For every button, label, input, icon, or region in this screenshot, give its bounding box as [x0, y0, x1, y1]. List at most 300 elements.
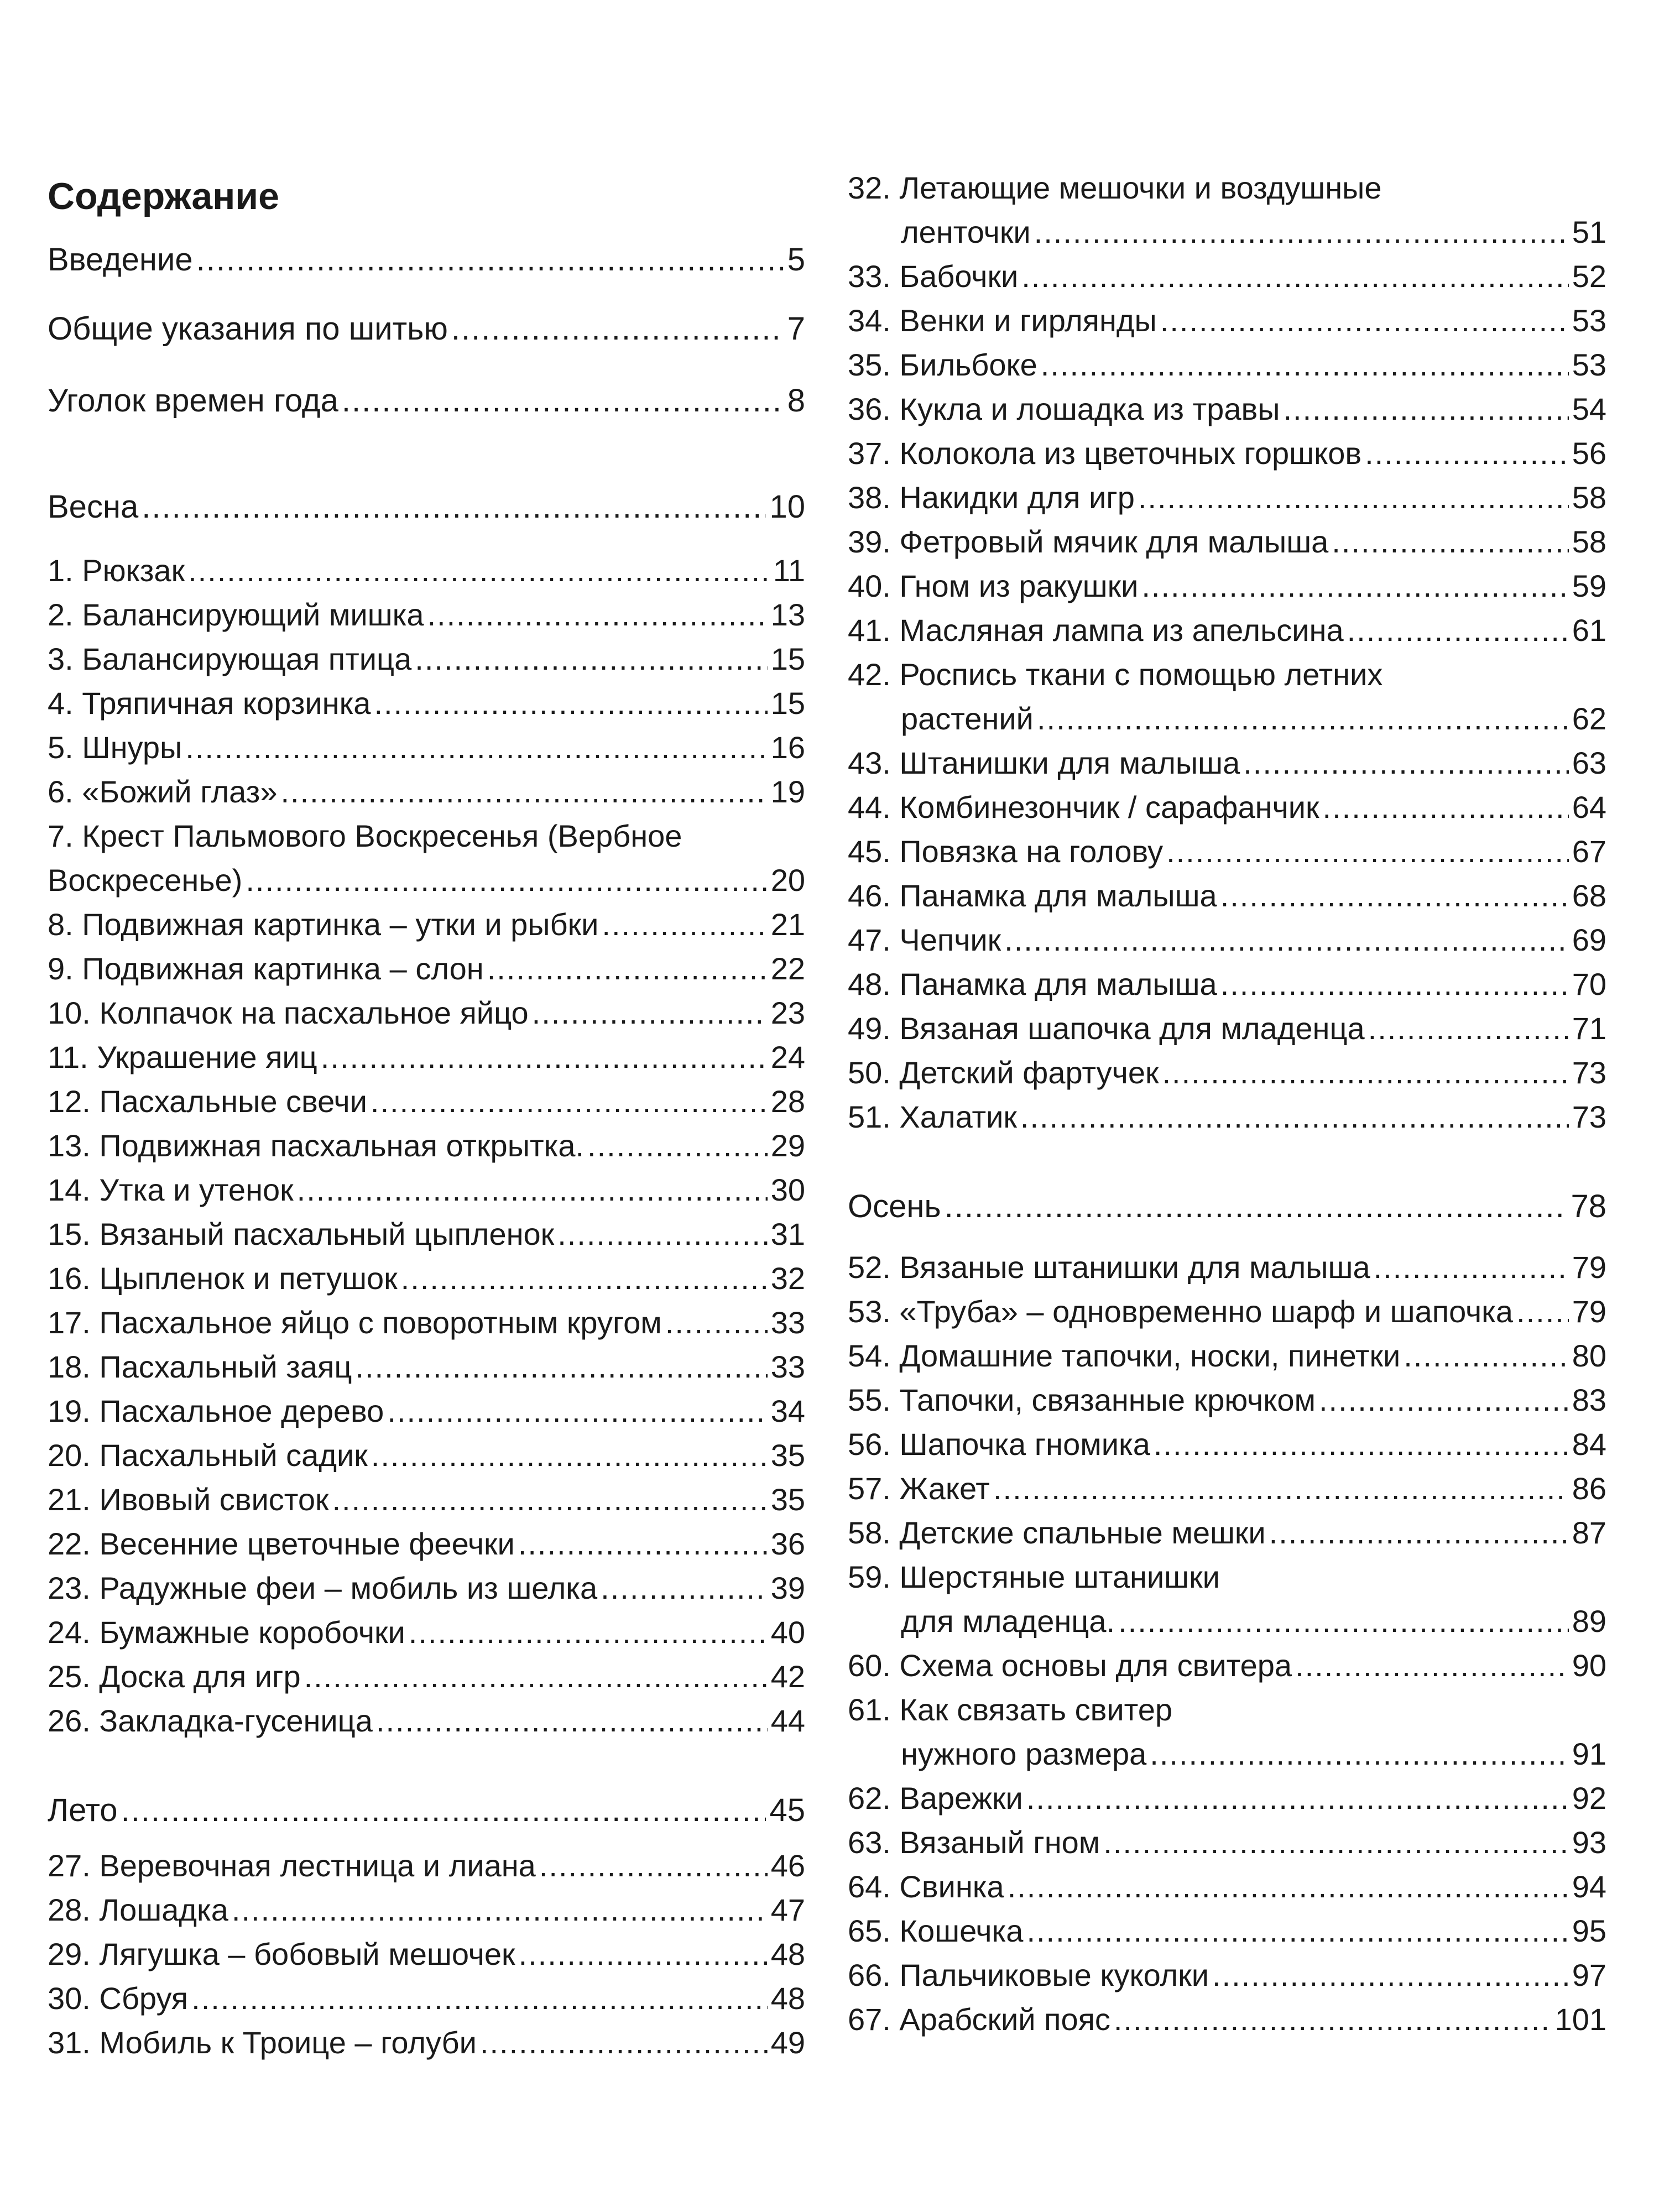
entry-label: 49. Вязаная шапочка для младенца [848, 1011, 1365, 1046]
entry-page: 47 [770, 1892, 805, 1927]
leader-dots [1295, 1644, 1569, 1688]
leader-dots [1026, 1909, 1568, 1953]
entry-page: 53 [1572, 303, 1606, 338]
entry-label: 4. Тряпичная корзинка [48, 686, 371, 721]
entry-page: 21 [770, 907, 805, 942]
toc-entry [48, 1035, 805, 1079]
entry-page: 15 [770, 641, 805, 676]
entry-page: 5 [787, 242, 805, 278]
entry-page: 28 [770, 1084, 805, 1119]
entry-page: 83 [1572, 1383, 1606, 1417]
entry-page: 23 [770, 995, 805, 1030]
leader-dots [519, 1932, 768, 1976]
entry-page: 13 [770, 597, 805, 632]
toc-entry [848, 1006, 1606, 1051]
toc-entry [848, 1051, 1606, 1095]
entry-label: 11. Украшение яиц [48, 1040, 317, 1074]
entry-page: 36 [770, 1526, 805, 1561]
leader-dots [1212, 1953, 1569, 1997]
entry-label: 28. Лошадка [48, 1892, 228, 1927]
toc-entry [848, 1095, 1606, 1139]
toc-entry [48, 947, 805, 991]
leader-dots [191, 1976, 768, 2021]
entry-continuation [848, 1732, 1606, 1776]
entry-page: 54 [1572, 392, 1606, 426]
entry-label: 34. Венки и гирлянды [848, 303, 1157, 338]
entry-label-line1: 59. Шерстяные штанишки [848, 1559, 1220, 1594]
entry-page: 70 [1572, 967, 1606, 1001]
toc-entry [848, 830, 1606, 874]
toc-entry [48, 637, 805, 681]
entry-label: 9. Подвижная картинка – слон [48, 951, 484, 986]
entry-page: 73 [1572, 1055, 1606, 1090]
toc-entry [848, 1245, 1606, 1290]
leader-dots [518, 1522, 768, 1566]
toc-entry [48, 1976, 805, 2021]
entry-label: 1. Рюкзак [48, 553, 185, 588]
entry-label: 20. Пасхальный садик [48, 1438, 368, 1473]
leader-dots [1404, 1334, 1568, 1378]
entry-page: 87 [1572, 1515, 1606, 1550]
section-summer [48, 1783, 805, 1838]
intro-list [48, 227, 805, 437]
toc-entry [48, 1522, 805, 1566]
leader-dots [665, 1301, 768, 1345]
toc-entry [848, 564, 1606, 608]
leader-dots [355, 1345, 767, 1389]
toc-entry [48, 2021, 805, 2065]
toc-entry [848, 1290, 1606, 1334]
entry-page: 101 [1554, 2002, 1606, 2037]
leader-dots [1332, 520, 1568, 564]
leader-dots [602, 902, 767, 947]
leader-dots [1283, 387, 1568, 431]
entry-page: 7 [787, 311, 805, 347]
entry-page: 95 [1572, 1913, 1606, 1948]
toc-entry [848, 387, 1606, 431]
leader-dots [487, 947, 768, 991]
entry-label: 48. Панамка для малыша [848, 967, 1217, 1001]
leader-dots [1220, 962, 1569, 1006]
entry-page: 48 [770, 1981, 805, 2016]
toc-entry-wrapped [848, 1555, 1606, 1644]
entry-page: 29 [770, 1128, 805, 1163]
section-page: 78 [1571, 1188, 1606, 1224]
leader-dots [401, 1256, 768, 1301]
leader-dots [601, 1566, 768, 1610]
entry-label: 27. Веревочная лестница и лиана [48, 1848, 536, 1883]
toc-entry [48, 1655, 805, 1699]
entry-label: 16. Цыпленок и петушок [48, 1261, 398, 1296]
entry-page: 80 [1572, 1338, 1606, 1373]
entry-page: 63 [1572, 745, 1606, 780]
leader-dots [1041, 343, 1569, 387]
entry-label: 39. Фетровый мячик для малыша [848, 524, 1329, 559]
toc-entry-seasons-corner [48, 365, 805, 437]
entry-label: 60. Схема основы для свитера [848, 1648, 1292, 1683]
entry-label: 6. «Божий глаз» [48, 774, 278, 809]
summer-list [48, 1844, 805, 2065]
entry-continuation [848, 1599, 1606, 1644]
entry-label: 17. Пасхальное яйцо с поворотным кругом [48, 1305, 662, 1340]
toc-entry [848, 874, 1606, 918]
entry-label: Общие указания по шитью [48, 311, 448, 347]
toc-entry [48, 1079, 805, 1124]
entry-continuation [48, 858, 805, 902]
leader-dots [297, 1168, 768, 1212]
entry-label: 5. Шнуры [48, 730, 182, 765]
toc-entry [848, 962, 1606, 1006]
toc-entry [48, 1566, 805, 1610]
leader-dots [1034, 210, 1569, 254]
toc-entry [848, 431, 1606, 476]
leader-dots [427, 593, 767, 637]
entry-label-line2: нужного размера [901, 1736, 1147, 1771]
entry-page: 40 [770, 1615, 805, 1650]
toc-entry [48, 1610, 805, 1655]
entry-page: 79 [1572, 1250, 1606, 1285]
entry-label: 57. Жакет [848, 1471, 990, 1506]
entry-page: 35 [770, 1482, 805, 1517]
leader-dots [1118, 1599, 1569, 1644]
toc-entry [48, 1256, 805, 1301]
entry-label: 58. Детские спальные мешки [848, 1515, 1266, 1550]
entry-label: 26. Закладка-гусеница [48, 1703, 373, 1738]
toc-entry [48, 1699, 805, 1743]
entry-page: 53 [1572, 347, 1606, 382]
leader-dots [232, 1888, 768, 1932]
leader-dots [304, 1655, 768, 1699]
leader-dots [1150, 1732, 1568, 1776]
entry-continuation [848, 210, 1606, 254]
leader-dots [1368, 1006, 1569, 1051]
entry-label: 37. Колокола из цветочных горшков [848, 436, 1362, 471]
entry-page: 67 [1572, 834, 1606, 869]
entry-page: 20 [770, 863, 805, 898]
entry-page: 48 [770, 1937, 805, 1971]
toc-entry [848, 1644, 1606, 1688]
toc-entry [48, 593, 805, 637]
entry-page: 61 [1572, 613, 1606, 648]
leader-dots [1008, 1865, 1569, 1909]
entry-page: 62 [1572, 701, 1606, 736]
leader-dots [1004, 918, 1569, 962]
leader-dots [587, 1124, 768, 1168]
entry-page: 59 [1572, 568, 1606, 603]
leader-dots [246, 858, 767, 902]
entry-label: 29. Лягушка – бобовый мешочек [48, 1937, 515, 1971]
entry-label: 47. Чепчик [848, 922, 1001, 957]
leader-dots [374, 681, 767, 726]
toc-entry [848, 254, 1606, 299]
entry-page: 16 [770, 730, 805, 765]
entry-label-line2: растений [901, 701, 1034, 736]
leader-dots [409, 1610, 768, 1655]
entry-label: 46. Панамка для малыша [848, 878, 1217, 913]
entry-page: 64 [1572, 790, 1606, 825]
entry-page: 46 [770, 1848, 805, 1883]
toc-entry-wrapped [848, 1688, 1606, 1776]
entry-page: 42 [770, 1659, 805, 1694]
entry-label: 54. Домашние тапочки, носки, пинетки [848, 1338, 1401, 1373]
toc-entry [848, 608, 1606, 653]
leader-dots [1026, 1776, 1569, 1820]
entry-label: 45. Повязка на голову [848, 834, 1164, 869]
entry-label-line2: Воскресенье) [48, 863, 243, 898]
leader-dots [993, 1467, 1569, 1511]
section-label: Весна [48, 489, 139, 525]
entry-page: 73 [1572, 1099, 1606, 1134]
toc-entry [848, 785, 1606, 830]
entry-page: 92 [1572, 1781, 1606, 1815]
entry-label: 51. Халатик [848, 1099, 1017, 1134]
entry-label: 21. Ивовый свисток [48, 1482, 329, 1517]
entry-label: 56. Шапочка гномика [848, 1427, 1150, 1462]
leader-dots [1365, 431, 1569, 476]
entry-label: 33. Бабочки [848, 259, 1019, 294]
entry-page: 39 [770, 1571, 805, 1605]
leader-dots [1166, 830, 1569, 874]
toc-entry [848, 1997, 1606, 2042]
toc-entry [848, 343, 1606, 387]
leader-dots [121, 1783, 766, 1838]
entry-page: 15 [770, 686, 805, 721]
entry-page: 35 [770, 1438, 805, 1473]
leader-dots [1347, 608, 1569, 653]
toc-entry [48, 1389, 805, 1433]
toc-entry-sewing [48, 293, 805, 365]
leader-dots [280, 770, 767, 814]
entry-label: 53. «Труба» – одновременно шарф и шапочка [848, 1294, 1514, 1329]
section-spring [48, 477, 805, 538]
entry-label: 19. Пасхальное дерево [48, 1394, 384, 1428]
leader-dots [1220, 874, 1569, 918]
leader-dots [451, 293, 784, 365]
leader-dots [1103, 1820, 1568, 1865]
toc-entry [48, 1478, 805, 1522]
toc-entry-wrapped [848, 166, 1606, 254]
toc-entry [848, 1467, 1606, 1511]
entry-label: 50. Детский фартучек [848, 1055, 1159, 1090]
entry-continuation [848, 697, 1606, 741]
toc-entry [848, 1776, 1606, 1820]
entry-label: 14. Утка и утенок [48, 1172, 294, 1207]
leader-dots [142, 477, 766, 538]
entry-label-line1: 42. Роспись ткани с помощью летних [848, 657, 1383, 692]
entry-page: 24 [770, 1040, 805, 1074]
entry-page: 34 [770, 1394, 805, 1428]
leader-dots [539, 1844, 768, 1888]
leader-dots [480, 2021, 768, 2065]
leader-dots [1323, 785, 1569, 830]
toc-entry-wrapped [48, 814, 805, 902]
entry-label: 38. Накидки для игр [848, 480, 1135, 515]
leader-dots [1374, 1245, 1569, 1290]
entry-label: 31. Мобиль к Троице – голуби [48, 2025, 477, 2060]
toc-entry [848, 1953, 1606, 1997]
entry-label: 41. Масляная лампа из апельсина [848, 613, 1344, 648]
entry-label: 12. Пасхальные свечи [48, 1084, 367, 1119]
toc-entry [848, 1820, 1606, 1865]
entry-page: 51 [1572, 215, 1606, 249]
entry-page: 69 [1572, 922, 1606, 957]
toc-entry [848, 1334, 1606, 1378]
leader-dots [342, 365, 784, 437]
entry-page: 94 [1572, 1869, 1606, 1904]
leader-dots [188, 549, 770, 593]
page-title: Содержание [48, 175, 279, 217]
entry-label: 22. Весенние цветочные феечки [48, 1526, 515, 1561]
leader-dots [321, 1035, 768, 1079]
entry-label: 65. Кошечка [848, 1913, 1024, 1948]
entry-label: 55. Тапочки, связанные крючком [848, 1383, 1316, 1417]
leader-dots [1141, 564, 1568, 608]
entry-page: 33 [770, 1305, 805, 1340]
leader-dots [1037, 697, 1569, 741]
autumn-list [848, 1245, 1606, 2042]
entry-label: 52. Вязаные штанишки для малыша [848, 1250, 1370, 1285]
toc-entry [48, 991, 805, 1035]
entry-page: 93 [1572, 1825, 1606, 1860]
entry-page: 22 [770, 951, 805, 986]
leader-dots [945, 1179, 1568, 1234]
toc-entry [848, 476, 1606, 520]
toc-entry [48, 1212, 805, 1256]
toc-entry [848, 520, 1606, 564]
entry-label: 10. Колпачок на пасхальное яйцо [48, 995, 529, 1030]
section-page: 10 [769, 489, 805, 525]
entry-label-line1: 61. Как связать свитер [848, 1692, 1172, 1727]
entry-page: 31 [770, 1217, 805, 1251]
entry-page: 89 [1572, 1604, 1606, 1639]
entry-label: 36. Кукла и лошадка из травы [848, 392, 1280, 426]
section-label: Осень [848, 1188, 941, 1224]
entry-label: 15. Вязаный пасхальный цыпленок [48, 1217, 555, 1251]
toc-entry [48, 902, 805, 947]
entry-label: 24. Бумажные коробочки [48, 1615, 405, 1650]
entry-page: 11 [773, 553, 805, 588]
entry-label: 66. Пальчиковые куколки [848, 1958, 1209, 1992]
entry-label: 35. Бильбоке [848, 347, 1037, 382]
leader-dots [1243, 741, 1568, 785]
entry-page: 56 [1572, 436, 1606, 471]
toc-entry [48, 1888, 805, 1932]
leader-dots [376, 1699, 768, 1743]
toc-entry [48, 1433, 805, 1478]
entry-label: 2. Балансирующий мишка [48, 597, 424, 632]
toc-entry [848, 1422, 1606, 1467]
toc-entry [848, 1378, 1606, 1422]
leader-dots [1319, 1378, 1569, 1422]
toc-entry [48, 1932, 805, 1976]
toc-right-column [848, 166, 1606, 2042]
toc-entry [848, 1865, 1606, 1909]
entry-label: 44. Комбинезончик / сарафанчик [848, 790, 1319, 825]
leader-dots [1138, 476, 1569, 520]
leader-dots [557, 1212, 768, 1256]
section-autumn [848, 1179, 1606, 1234]
leader-dots [185, 726, 767, 770]
leader-dots [1516, 1290, 1569, 1334]
entry-page: 30 [770, 1172, 805, 1207]
entry-label: 63. Вязаный гном [848, 1825, 1100, 1860]
entry-label: 13. Подвижная пасхальная открытка. [48, 1128, 585, 1163]
leader-dots [196, 227, 784, 293]
entry-page: 32 [770, 1261, 805, 1296]
leader-dots [1162, 1051, 1569, 1095]
toc-entry [48, 1345, 805, 1389]
leader-dots [1020, 1095, 1569, 1139]
entry-page: 97 [1572, 1958, 1606, 1992]
toc-entry [848, 299, 1606, 343]
section-label: Лето [48, 1792, 118, 1828]
entry-page: 8 [787, 383, 805, 419]
entry-page: 91 [1572, 1736, 1606, 1771]
toc-entry [48, 1168, 805, 1212]
entry-label: 23. Радужные феи – мобиль из шелка [48, 1571, 598, 1605]
section-page: 45 [769, 1792, 805, 1828]
entry-page: 44 [770, 1703, 805, 1738]
toc-entry [48, 770, 805, 814]
entry-label: 67. Арабский пояс [848, 2002, 1110, 2037]
toc-entry-intro [48, 227, 805, 293]
leader-dots [387, 1389, 767, 1433]
summer-list-cont [848, 254, 1606, 1139]
leader-dots [371, 1433, 768, 1478]
leader-dots [371, 1079, 768, 1124]
entry-label: Введение [48, 242, 193, 278]
leader-dots [332, 1478, 767, 1522]
leader-dots [415, 637, 767, 681]
entry-label: 62. Варежки [848, 1781, 1023, 1815]
entry-page: 90 [1572, 1648, 1606, 1683]
entry-label: 25. Доска для игр [48, 1659, 301, 1694]
entry-page: 84 [1572, 1427, 1606, 1462]
toc-entry [848, 1909, 1606, 1953]
entry-page: 58 [1572, 524, 1606, 559]
entry-label: 40. Гном из ракушки [848, 568, 1139, 603]
entry-label: 3. Балансирующая птица [48, 641, 412, 676]
toc-left-column [48, 166, 805, 2065]
toc-entry [48, 1301, 805, 1345]
entry-label: 64. Свинка [848, 1869, 1004, 1904]
entry-page: 58 [1572, 480, 1606, 515]
entry-page: 52 [1572, 259, 1606, 294]
toc-entry [48, 726, 805, 770]
entry-page: 19 [770, 774, 805, 809]
entry-label: 8. Подвижная картинка – утки и рыбки [48, 907, 599, 942]
entry-label: Уголок времен года [48, 383, 338, 419]
leader-dots [1021, 254, 1568, 299]
entry-page: 33 [770, 1349, 805, 1384]
spring-list [48, 549, 805, 1743]
entry-label: 43. Штанишки для малыша [848, 745, 1240, 780]
toc-entry [48, 1844, 805, 1888]
toc-entry [848, 918, 1606, 962]
toc-entry [848, 741, 1606, 785]
entry-label-line1: 32. Летающие мешочки и воздушные [848, 170, 1382, 205]
entry-label-line2: ленточки [901, 215, 1031, 249]
leader-dots [1160, 299, 1569, 343]
toc-entry-wrapped [848, 653, 1606, 741]
leader-dots [1269, 1511, 1569, 1555]
entry-page: 68 [1572, 878, 1606, 913]
entry-label-line2: для младенца. [901, 1604, 1115, 1639]
toc-entry [48, 549, 805, 593]
entry-label: 18. Пасхальный заяц [48, 1349, 352, 1384]
leader-dots [532, 991, 768, 1035]
entry-page: 71 [1572, 1011, 1606, 1046]
